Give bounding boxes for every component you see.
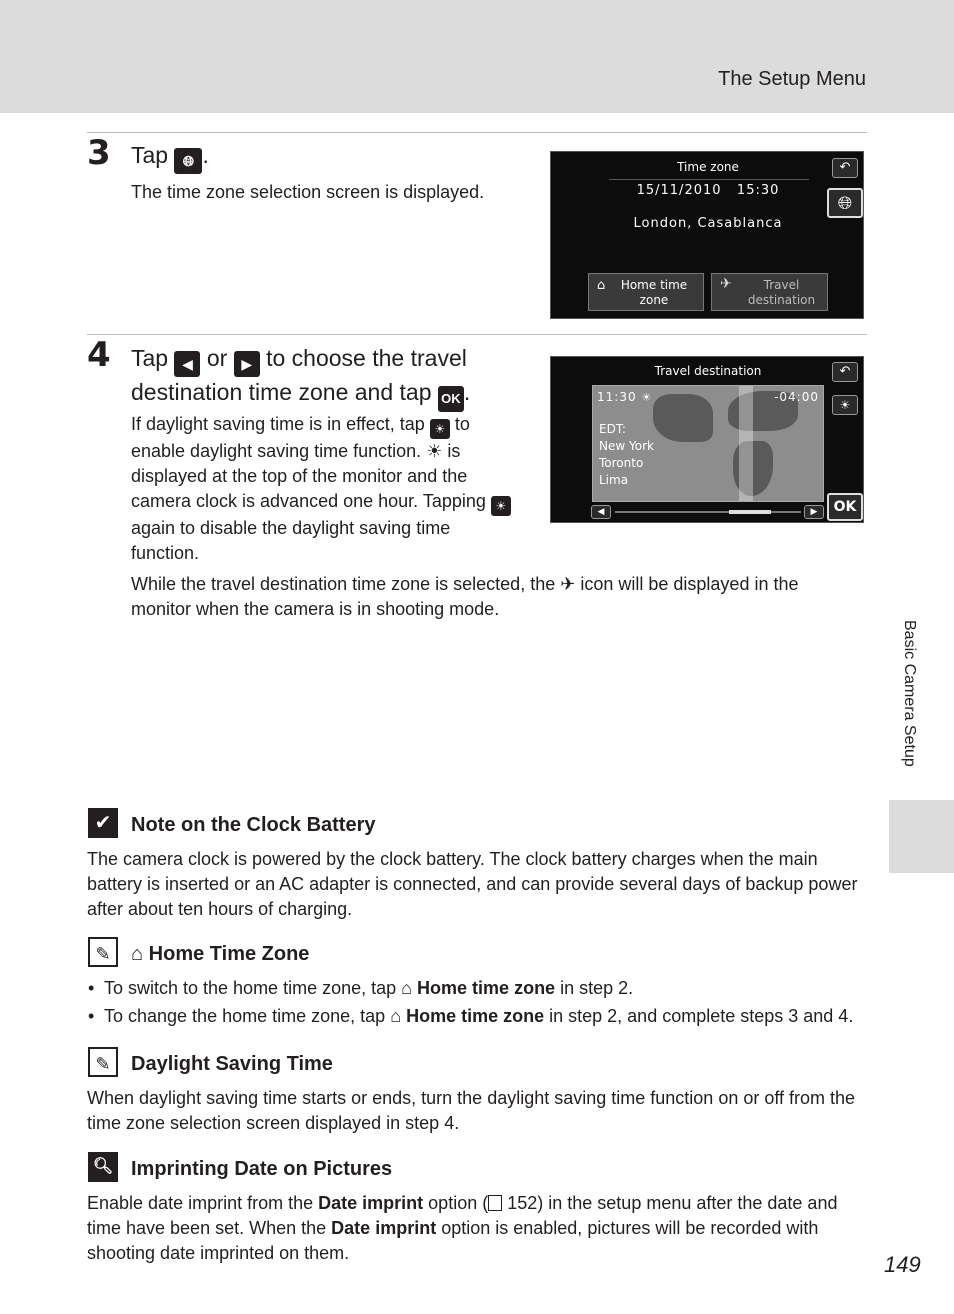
travel-destination-button[interactable]: [711, 273, 828, 311]
home-time-zone-title: [131, 943, 309, 966]
bullet-text: To switch to the home time zone, tap: [103, 978, 397, 998]
dst-indicator-icon: ☀: [426, 441, 443, 461]
right-arrow-icon[interactable]: ▶: [804, 505, 824, 519]
date-imprint-icon: 🔍︎: [88, 1152, 118, 1182]
para-text: While the travel destination time zone is selected, the: [131, 574, 556, 594]
book-reference-icon: [488, 1195, 502, 1211]
bullet-bold: Home time zone: [417, 978, 556, 998]
pencil-icon: ✎: [88, 1047, 118, 1077]
step3-rule: [87, 132, 867, 133]
home-time-zone-label: Home time zone: [620, 278, 688, 307]
step4-title: [131, 343, 531, 412]
para-text: option (: [428, 1193, 489, 1213]
imprinting-text: [87, 1191, 867, 1266]
home-time-zone-bullet2: • To change the home time zone, tap ⌂ Home time zone in step 2, and complete steps 3 and 4.: [88, 1006, 854, 1026]
checkmark-icon: ✔: [88, 808, 118, 838]
home-time-zone-title-text: Home Time Zone: [148, 943, 310, 965]
imprinting-title: Imprinting Date on Pictures: [131, 1158, 393, 1180]
travel-destination-label: Travel destination: [747, 278, 816, 307]
home-icon: ⌂: [597, 278, 606, 293]
step3-number: 3: [87, 133, 111, 173]
step4-title-end: .: [463, 379, 471, 405]
step4-title-part: destination time zone and tap: [131, 379, 432, 405]
ok-icon[interactable]: OK: [827, 493, 863, 521]
map-north-america: [653, 394, 713, 442]
map-offset: -04:00: [774, 390, 819, 404]
para-text: Enable date imprint from the: [87, 1193, 314, 1213]
para-bold: Date imprint: [331, 1218, 437, 1238]
para-text: is displayed at the top of the monitor and the camera clock is advanced one hour. Tapping: [131, 441, 486, 511]
step4-rule: [87, 334, 867, 335]
step4-title-part: Tap: [131, 345, 169, 371]
bullet-text: To change the home time zone, tap: [103, 1006, 386, 1026]
daylight-saving-title: Daylight Saving Time: [131, 1053, 333, 1075]
step4-paragraph2: [131, 572, 861, 622]
bullet-text: in step 2.: [560, 978, 634, 998]
step4-title-part: or: [206, 345, 228, 371]
left-arrow-icon[interactable]: ◀: [591, 505, 611, 519]
screen-datetime: 15/11/2010 15:30: [636, 183, 780, 198]
step4-paragraph1: [131, 412, 511, 566]
home-icon: ⌂: [390, 1006, 402, 1026]
home-icon: ⌂: [401, 978, 413, 998]
step3-title-text: Tap: [131, 142, 169, 168]
screen-title: Time zone: [677, 160, 739, 174]
map-time: [597, 390, 652, 404]
chapter-tab: [889, 800, 954, 873]
para-text: icon will be displayed in the monitor when the camera is in shooting mode.: [131, 574, 799, 619]
bullet-text: in step 2, and complete steps 3 and 4.: [549, 1006, 854, 1026]
chapter-label-text: Basic Camera Setup: [901, 620, 918, 767]
zone-slider-thumb[interactable]: [729, 510, 771, 514]
home-time-zone-bullet1: • To switch to the home time zone, tap ⌂ Home time zone in step 2.: [88, 978, 634, 998]
daylight-saving-text: When daylight saving time starts or ends, turn the daylight saving time function on or off from the time zone selection screen displayed in step 4.: [87, 1088, 856, 1133]
dst-icon[interactable]: ☀: [832, 395, 858, 415]
globe-icon: 🌐︎: [174, 148, 202, 174]
step4-number: 4: [87, 335, 111, 375]
bullet-bold: Home time zone: [406, 1006, 545, 1026]
globe-icon[interactable]: 🌐︎: [827, 188, 863, 218]
city-item: Toronto: [599, 456, 644, 470]
header-band: [0, 0, 954, 113]
pencil-icon: ✎: [88, 937, 118, 967]
selected-zone-band: [739, 386, 753, 501]
left-arrow-icon: ◀: [174, 351, 200, 377]
chapter-label: [896, 620, 920, 790]
screen-divider: [609, 179, 809, 180]
city-item: New York: [599, 439, 654, 453]
travel-destination-icon: ✈: [560, 574, 576, 594]
back-icon[interactable]: ↶: [832, 158, 858, 178]
ok-icon: OK: [438, 386, 464, 412]
home-icon: ⌂: [131, 943, 144, 965]
clock-battery-text: The camera clock is powered by the clock battery. The clock battery charges when the main battery is inserted or an AC adapter is connected, and can provide several days of backup power after about ten hours of charging.: [87, 849, 858, 919]
step3-description: The time zone selection screen is displayed.: [131, 182, 485, 202]
screen-location: London, Casablanca: [633, 216, 783, 231]
time-zone-screen: [550, 151, 864, 319]
para-text: to enable daylight saving time function.: [131, 414, 470, 461]
step4-title-part: to choose the travel: [266, 345, 467, 371]
home-time-zone-button[interactable]: [588, 273, 704, 311]
city-list: [599, 421, 654, 489]
para-text: 152) in the setup menu after the date and time have been set. When the: [87, 1193, 838, 1238]
right-arrow-icon: ▶: [234, 351, 260, 377]
world-map[interactable]: [592, 385, 824, 502]
zone-label: EDT:: [599, 422, 626, 436]
para-text: If daylight saving time is in effect, tap: [131, 414, 425, 434]
screen-title: Travel destination: [654, 364, 762, 378]
city-item: Lima: [599, 473, 629, 487]
map-time-value: 11:30: [597, 390, 637, 404]
airplane-icon: ✈: [720, 276, 732, 292]
back-icon[interactable]: ↶: [832, 362, 858, 382]
step3-title-end: .: [202, 142, 209, 168]
dst-icon: ☀: [430, 419, 450, 439]
para-text: option is enabled, pictures will be recorded with shooting date imprinted on them.: [87, 1218, 819, 1263]
clock-battery-title: Note on the Clock Battery: [131, 814, 376, 836]
dst-icon: ☀: [491, 496, 511, 516]
page-number: 149: [884, 1252, 921, 1277]
para-bold: Date imprint: [318, 1193, 424, 1213]
para-text: again to disable the daylight saving time function.: [131, 518, 451, 563]
section-title: The Setup Menu: [718, 68, 866, 90]
travel-destination-screen: [550, 356, 864, 523]
dst-indicator-icon: ☀: [641, 391, 653, 404]
zone-slider-track[interactable]: [615, 511, 801, 513]
step3-title: [131, 140, 209, 174]
